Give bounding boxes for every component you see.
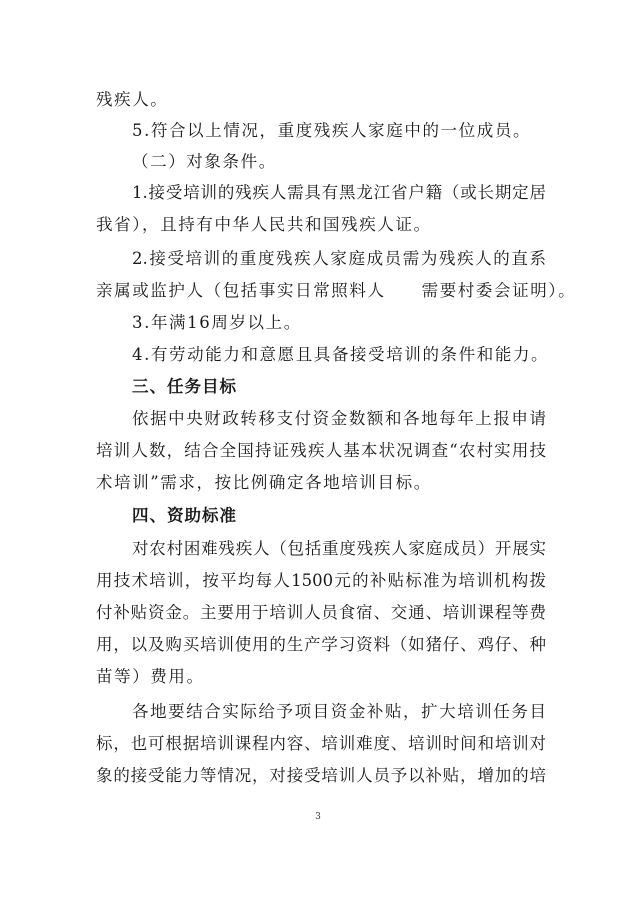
- paragraph-line: 1.接受培训的残疾人需具有黑龙江省户籍（或长期定居: [132, 183, 546, 202]
- paragraph-line: [96, 281, 577, 301]
- paragraph-line: 3.年满16周岁以上。: [132, 313, 302, 332]
- paragraph-line: 术培训”需求，按比例确定各地培训目标。: [96, 473, 432, 492]
- paragraph-line: 各地要结合实际给予项目资金补贴，扩大培训任务目: [132, 702, 546, 721]
- paragraph-line: 4.有劳动能力和意愿且具备接受培训的条件和能力。: [132, 345, 550, 364]
- paragraph-line: 2.接受培训的重度残疾人家庭成员需为残疾人的直系: [132, 249, 546, 268]
- paragraph-line: 苗等）费用。: [96, 667, 205, 686]
- paragraph-line: 标，也可根据培训课程内容、培训难度、培训时间和培训对: [96, 734, 546, 753]
- section-heading: 四、资助标准: [132, 506, 237, 525]
- paragraph-line: 用技术培训，按平均每人1500元的补贴标准为培训机构拨: [96, 571, 546, 590]
- paragraph-line: 培训人数，结合全国持证残疾人基本状况调查“农村实用技: [96, 441, 546, 460]
- paragraph-line: 我省），且持有中华人民共和国残疾人证。: [96, 215, 432, 234]
- paragraph-line: 用，以及购买培训使用的生产学习资料（如猪仔、鸡仔、种: [96, 635, 546, 654]
- section-subheading: （二）对象条件。: [132, 152, 277, 171]
- split-line-part-a: 亲属或监护人（包括事实日常照料人: [96, 281, 386, 300]
- paragraph-line: 残疾人。: [96, 90, 169, 109]
- paragraph-line: 依据中央财政转移支付资金数额和各地每年上报申请: [132, 409, 546, 428]
- paragraph-line: 付补贴资金。主要用于培训人员食宿、交通、培训课程等费: [96, 603, 546, 622]
- paragraph-line: 5.符合以上情况，重度残疾人家庭中的一位成员。: [132, 121, 532, 140]
- paragraph-line: 象的接受能力等情况，对接受培训人员予以补贴，增加的培: [96, 766, 546, 785]
- section-heading: 三、任务目标: [132, 377, 237, 396]
- page-number: 3: [315, 812, 321, 822]
- paragraph-line: 对农村困难残疾人（包括重度残疾人家庭成员）开展实: [132, 539, 546, 558]
- split-line-part-b: 需要村委会证明）。: [421, 281, 577, 300]
